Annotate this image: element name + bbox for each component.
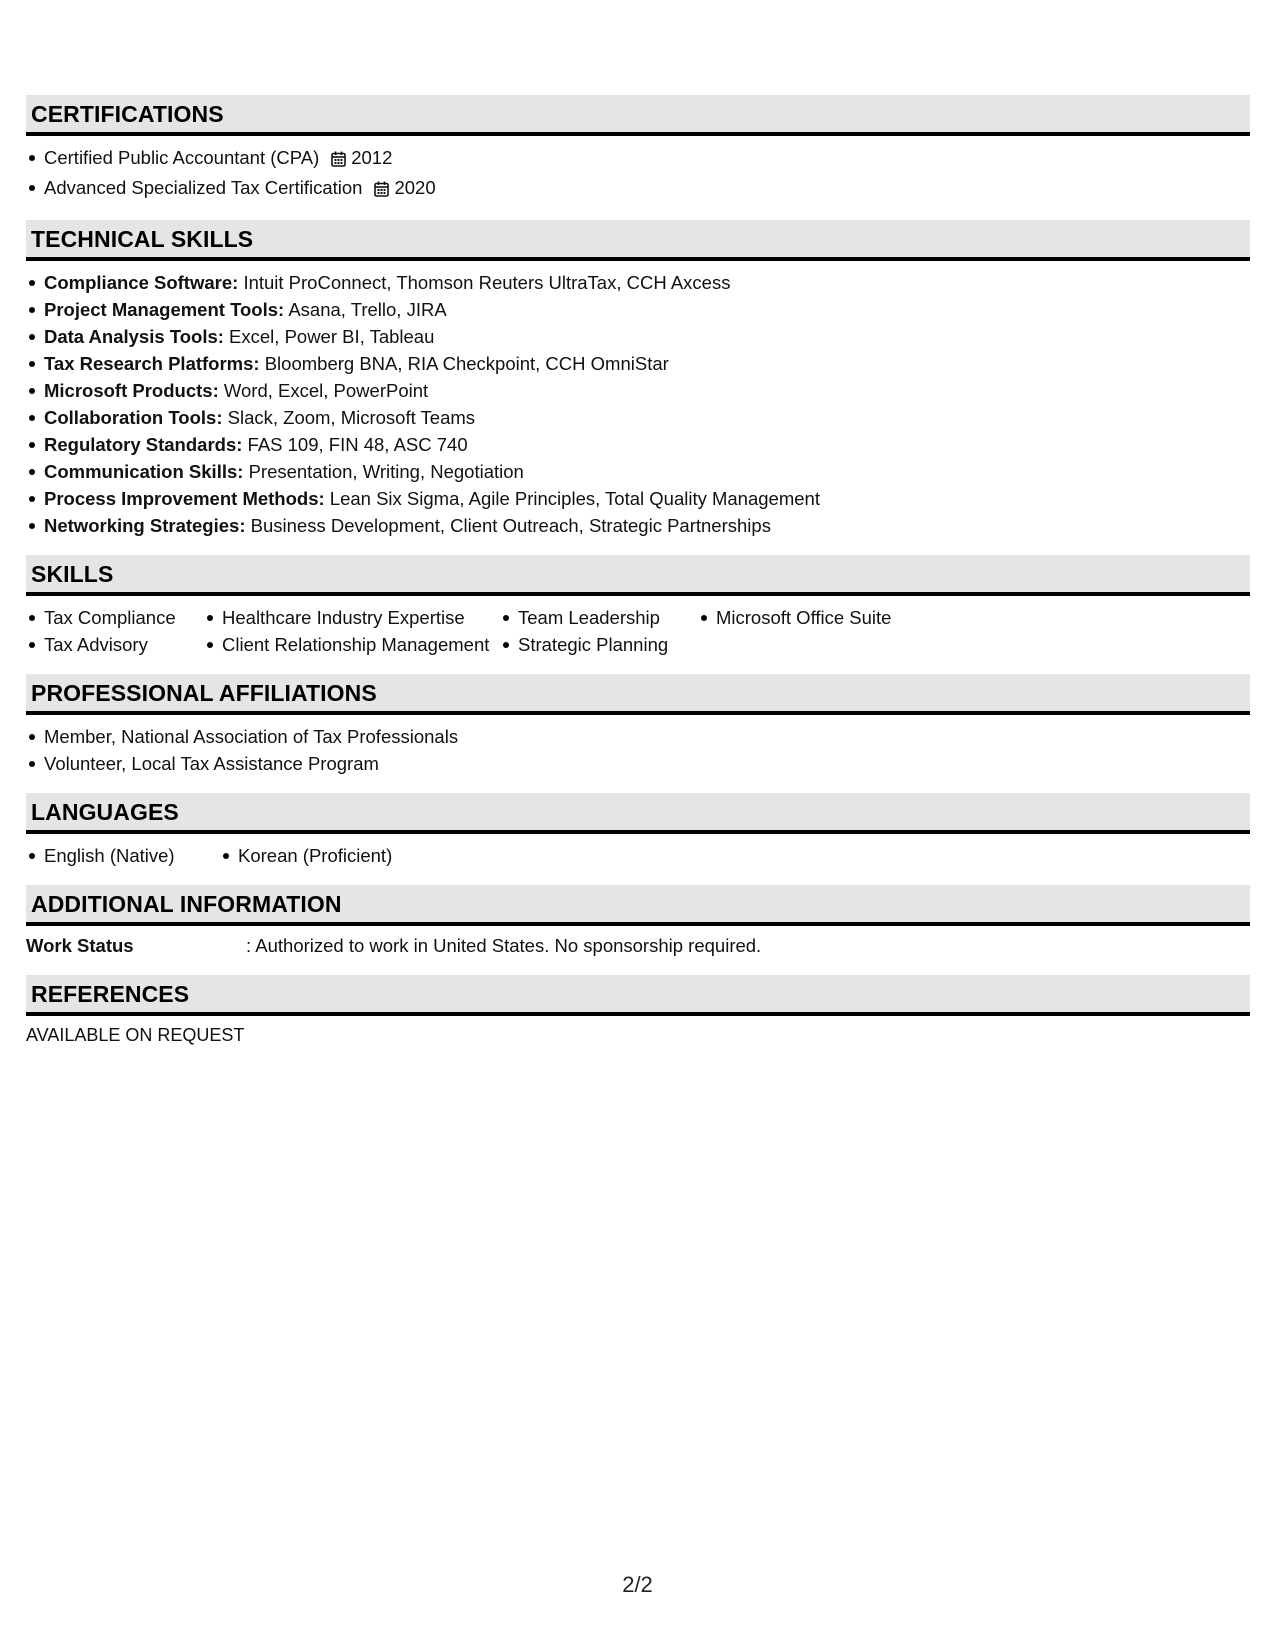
skill-category: Data Analysis Tools: (44, 326, 224, 347)
skill-category: Networking Strategies: (44, 515, 246, 536)
section-heading-additional-information: ADDITIONAL INFORMATION (26, 885, 1250, 926)
affiliations-list (26, 715, 1250, 793)
skill-values: Intuit ProConnect, Thomson Reuters UltraTax, CCH Axcess (243, 272, 731, 293)
list-item: Member, National Association of Tax Professionals (26, 723, 1250, 750)
languages-list (26, 834, 1250, 885)
skill-values: FAS 109, FIN 48, ASC 740 (247, 434, 468, 455)
resume-page (26, 95, 1250, 1049)
list-item (26, 323, 1250, 350)
skill-category: Regulatory Standards: (44, 434, 243, 455)
calendar-icon (374, 177, 389, 204)
skills-column (204, 604, 500, 658)
section-heading-affiliations: PROFESSIONAL AFFILIATIONS (26, 674, 1250, 715)
certification-name: Certified Public Accountant (CPA) (44, 147, 320, 168)
calendar-icon (331, 147, 346, 174)
skill-values: Lean Six Sigma, Agile Principles, Total Quality Management (329, 488, 820, 509)
list-item (26, 350, 1250, 377)
list-item: Volunteer, Local Tax Assistance Program (26, 750, 1250, 777)
list-item: Team Leadership (500, 604, 698, 631)
list-item (26, 485, 1250, 512)
list-item (26, 431, 1250, 458)
skill-category: Project Management Tools: (44, 299, 285, 320)
work-status-label: Work Status (26, 935, 134, 956)
certification-year: 2012 (351, 147, 393, 168)
skill-values: Presentation, Writing, Negotiation (248, 461, 524, 482)
list-item (26, 458, 1250, 485)
skill-category: Communication Skills: (44, 461, 244, 482)
skill-category: Tax Research Platforms: (44, 353, 260, 374)
list-item: Korean (Proficient) (220, 842, 392, 869)
certifications-list (26, 136, 1250, 220)
list-item (26, 174, 1250, 204)
section-heading-languages: LANGUAGES (26, 793, 1250, 834)
skill-category: Compliance Software: (44, 272, 239, 293)
list-item: Strategic Planning (500, 631, 698, 658)
skill-values: Asana, Trello, JIRA (288, 299, 447, 320)
section-heading-technical-skills: TECHNICAL SKILLS (26, 220, 1250, 261)
list-item: Healthcare Industry Expertise (204, 604, 500, 631)
skill-category: Collaboration Tools: (44, 407, 223, 428)
skill-category: Microsoft Products: (44, 380, 219, 401)
page-number: 2/2 (622, 1572, 653, 1597)
skills-columns (26, 596, 1250, 674)
technical-skills-list (26, 261, 1250, 555)
list-item: Microsoft Office Suite (698, 604, 958, 631)
list-item: Client Relationship Management (204, 631, 500, 658)
skills-column (500, 604, 698, 658)
skills-column (698, 604, 958, 658)
list-item: Tax Compliance (26, 604, 204, 631)
list-item (26, 512, 1250, 539)
list-item (26, 296, 1250, 323)
skill-values: Bloomberg BNA, RIA Checkpoint, CCH OmniStar (264, 353, 669, 374)
list-item (26, 144, 1250, 174)
certification-name: Advanced Specialized Tax Certification (44, 177, 363, 198)
skill-category: Process Improvement Methods: (44, 488, 325, 509)
section-heading-references: REFERENCES (26, 975, 1250, 1016)
skill-values: Business Development, Client Outreach, Strategic Partnerships (250, 515, 771, 536)
skill-values: Excel, Power BI, Tableau (229, 326, 435, 347)
skills-column (26, 604, 204, 658)
skill-values: Slack, Zoom, Microsoft Teams (227, 407, 476, 428)
work-status-row (26, 926, 1250, 975)
list-item: English (Native) (26, 842, 220, 869)
list-item (26, 404, 1250, 431)
certification-year: 2020 (394, 177, 436, 198)
list-item (26, 269, 1250, 296)
section-heading-skills: SKILLS (26, 555, 1250, 596)
list-item (26, 377, 1250, 404)
work-status-value: : Authorized to work in United States. No sponsorship required. (246, 935, 762, 956)
list-item: Tax Advisory (26, 631, 204, 658)
skill-values: Word, Excel, PowerPoint (223, 380, 429, 401)
section-heading-certifications: CERTIFICATIONS (26, 95, 1250, 136)
references-text: AVAILABLE ON REQUEST (26, 1025, 245, 1045)
